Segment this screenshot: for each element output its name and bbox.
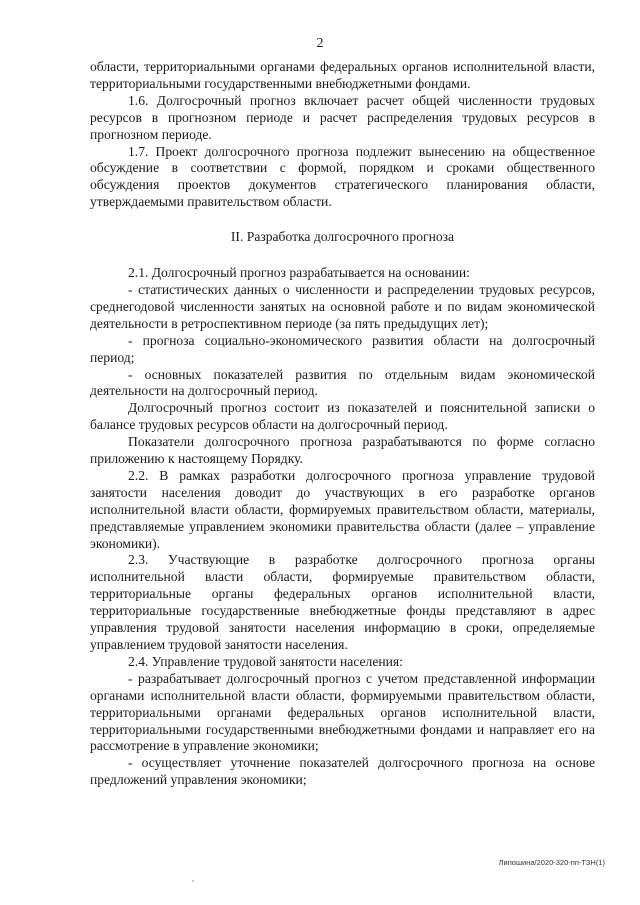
list-item-develops-forecast: - разрабатывает долгосрочный прогноз с учетом представленной информации органами исполнительной власти области, формируемыми правительством области, территориальными органами федеральных органов исполнительной власти, территориальными государственными внебюджетными фондами и направляет его на рассмотрение в управление экономики; [90,670,595,754]
paragraph-2-4: 2.4. Управление трудовой занятости населения: [128,653,403,669]
paragraph-1-7: 1.7. Проект долгосрочного прогноза подлежит вынесению на общественное обсуждение в соответствии с формой, порядком и сроками общественного обсуждения проектов документов стратегического планирования области, утверждаемыми правительством области. [90,143,595,210]
paragraph-1-6: 1.6. Долгосрочный прогноз включает расчет общей численности трудовых ресурсов в прогнозном периоде и расчет распределения трудовых ресурсов в прогнозном периоде. [90,92,595,142]
paragraph-continuation: области, территориальными органами федеральных органов исполнительной власти, территориальными государственными внебюджетными фондами. [90,59,595,91]
list-item-refines-indicators: - осуществляет уточнение показателей долгосрочного прогноза на основе предложений управления экономики; [90,755,595,788]
scan-artifact-dot [192,880,194,882]
paragraph-forecast-form: Показатели долгосрочного прогноза разрабатываются по форме согласно приложению к настоящему Порядку. [90,434,595,467]
paragraph-2-3: 2.3. Участвующие в разработке долгосрочного прогноза органы исполнительной власти области, формируемые правительством области, территориальные органы федеральных органов исполнительной власти, территориальные государственные внебюджетные фонды представляют в адрес управления трудовой занятости населения информацию в сроки, определяемые управлением трудовой занятости населения. [90,552,595,652]
document-body [90,59,595,789]
paragraph-2-2: 2.2. В рамках разработки долгосрочного прогноза управление трудовой занятости населения доводит до участвующих в его разработке органов исполнительной власти области, формируемых правительством области, материалы, представляемые управлением экономики правительства области (далее – управление экономики). [90,467,595,551]
section-heading: II. Разработка долгосрочного прогноза [230,229,455,245]
page-number: 2 [316,36,324,51]
list-item-statistics: - статистических данных о численности и распределении трудовых ресурсов, среднегодовой численности занятых на основной работе и по видам экономической деятельности в ретроспективном периоде (за пять предыдущих лет); [90,281,595,331]
paragraph-forecast-composition: Долгосрочный прогноз состоит из показателей и пояснительной записки о балансе трудовых ресурсов области на долгосрочный период. [90,400,595,433]
list-item-socioeconomic-forecast: - прогноза социально-экономического развития области на долгосрочный период; [90,332,595,365]
document-reference-footer: Липошина/2020-320-пп-ТЗН(1) [498,858,605,867]
paragraph-2-1: 2.1. Долгосрочный прогноз разрабатывается на основании: [128,265,470,281]
list-item-indicators: - основных показателей развития по отдельным видам экономической деятельности на долгосрочный период. [90,366,595,399]
